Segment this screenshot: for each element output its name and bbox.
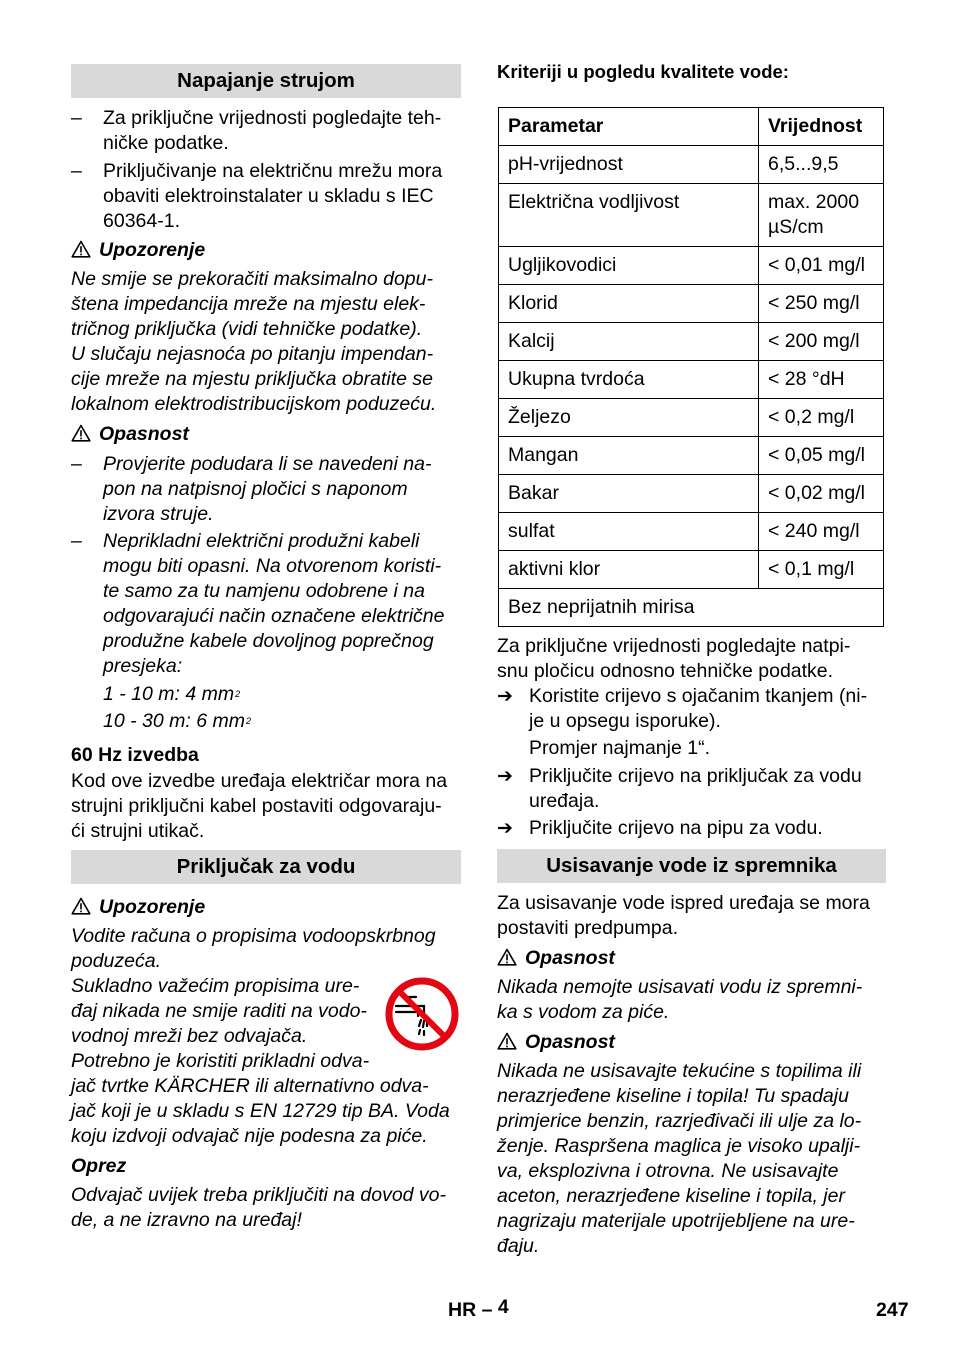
body-line: postaviti predpumpa. (497, 917, 679, 939)
warning-label: Upozorenje (99, 896, 206, 918)
danger-item-line: presjeka: (103, 655, 183, 677)
bullet-dash: – (71, 530, 82, 552)
param-cell: aktivni klor (499, 551, 759, 589)
danger-text-line: nagrizaju materijale upotrijebljene na ure- (497, 1210, 855, 1232)
warning-text-line: Vodite računa o propisima vodoopskrbnog (71, 925, 436, 947)
danger-text-line: ženje. Raspršena maglica je visoko upalji- (497, 1135, 861, 1157)
warning-text-line: Potrebno je koristiti prikladni odva- (71, 1050, 370, 1072)
body-line: Za priključne vrijednosti pogledajte natpi- (497, 635, 851, 657)
arrow-right-icon: ➔ (497, 686, 513, 707)
warning-text-line: tričnog priključka (vidi tehničke podatke). (71, 318, 423, 340)
body-line: ći strujni utikač. (71, 820, 205, 842)
warning-text-line: vodnoj mreži bez odvajača. (71, 1025, 308, 1047)
step-line: Promjer najmanje 1“. (529, 737, 710, 759)
danger-text-line: aceton, nerazrjeđene kiseline i topila, jer (497, 1185, 845, 1207)
cable-spec: 10 - 30 m: 6 $mm^2$ (103, 710, 251, 732)
warning-text-line: jač koji je u skladu s EN 12729 tip BA. Voda (71, 1100, 450, 1122)
list-item-line: 60364-1. (103, 210, 180, 232)
param-cell: Bakar (499, 475, 759, 513)
param-cell: Ugljikovodici (499, 247, 759, 285)
value-cell: 6,5...9,5 (759, 146, 884, 184)
value-cell: max. 2000 µS/cm (759, 184, 884, 247)
param-cell: Željezo (499, 399, 759, 437)
warning-triangle-icon (71, 897, 91, 915)
warning-text-line: cije mreže na mjestu priključka obratite se (71, 368, 433, 390)
table-footer-cell: Bez neprijatnih mirisa (499, 589, 884, 627)
danger-label: Opasnost (525, 947, 615, 969)
param-cell: Mangan (499, 437, 759, 475)
value-cell: < 0,2 mg/l (759, 399, 884, 437)
danger-heading (497, 946, 615, 971)
list-item-line: obaviti elektroinstalater u skladu s IEC (103, 185, 434, 207)
warning-text-line: štena impedancija mreže na mjestu elek- (71, 293, 426, 315)
danger-label: Opasnost (99, 423, 189, 445)
section-title: Napajanje strujom (177, 69, 355, 92)
warning-triangle-icon (497, 948, 517, 966)
param-cell: Ukupna tvrdoća (499, 361, 759, 399)
body-line: strujni priključni kabel postaviti odgovaraju- (71, 795, 442, 817)
warning-heading (71, 895, 205, 920)
table-row (499, 146, 884, 184)
subheading-60hz: 60 Hz izvedba (71, 744, 199, 766)
step-line: Koristite crijevo s ojačanim tkanjem (ni- (529, 685, 868, 707)
param-cell: Električna vodljivost (499, 184, 759, 247)
table-row (499, 184, 884, 247)
section-title: Priključak za vodu (176, 855, 356, 878)
step-line: Priključite crijevo na priključak za vodu (529, 765, 862, 787)
danger-text-line: nerazrjeđene kiseline i topila! Tu spadaju (497, 1085, 849, 1107)
caution-label: Oprez (71, 1155, 127, 1177)
warning-triangle-icon (71, 424, 91, 442)
section-title: Usisavanje vode iz spremnika (546, 854, 837, 877)
value-cell: < 0,02 mg/l (759, 475, 884, 513)
warning-label: Upozorenje (99, 239, 206, 261)
param-cell: pH-vrijednost (499, 146, 759, 184)
danger-text-line: primjerice benzin, razrjeđivači ili ulje za lo- (497, 1110, 862, 1132)
criteria-title: Kriteriji u pogledu kvalitete vode: (497, 61, 789, 82)
table-row (499, 247, 884, 285)
danger-item-line: Provjerite podudara li se navedeni na- (103, 453, 432, 475)
table-header-row (499, 108, 884, 146)
danger-label: Opasnost (525, 1031, 615, 1053)
bullet-dash: – (71, 453, 82, 475)
warning-text-line: lokalnom elektrodistribucijskom poduzeću. (71, 393, 437, 415)
arrow-right-icon: ➔ (497, 766, 513, 787)
footer-lang-page: HR – 4 (448, 1296, 509, 1321)
water-quality-table (498, 107, 884, 627)
caution-text-line: de, a ne izravno na uređaj! (71, 1209, 302, 1231)
arrow-right-icon: ➔ (497, 818, 513, 839)
section-header-tank-suction (497, 849, 886, 883)
warning-text-line: đaj nikada ne smije raditi na vodo- (71, 1000, 367, 1022)
no-direct-mains-connection-icon (384, 976, 460, 1052)
bullet-dash: – (71, 160, 82, 182)
list-item-line: ničke podatke. (103, 132, 229, 154)
table-row (499, 437, 884, 475)
danger-item-line: produžne kabele dovoljnog poprečnog (103, 630, 434, 652)
body-line: Kod ove izvedbe uređaja električar mora na (71, 770, 448, 792)
danger-item-line: izvora struje. (103, 503, 214, 525)
step-line: je u opsegu isporuke). (529, 710, 721, 732)
step-line: Priključite crijevo na pipu za vodu. (529, 817, 823, 839)
danger-item-line: odgovarajući način označene električne (103, 605, 445, 627)
warning-triangle-icon (497, 1032, 517, 1050)
warning-heading (71, 238, 205, 263)
warning-text-line: jač tvrtke KÄRCHER ili alternativno odva- (71, 1075, 429, 1097)
page-number: 247 (876, 1299, 909, 1321)
table-header-cell: Vrijednost (759, 108, 884, 146)
warning-text-line: U slučaju nejasnoća po pitanju impendan- (71, 343, 434, 365)
value-cell: < 250 mg/l (759, 285, 884, 323)
value-cell: < 0,1 mg/l (759, 551, 884, 589)
table-header-cell: Parametar (499, 108, 759, 146)
table-row (499, 323, 884, 361)
list-item-line: Priključivanje na električnu mrežu mora (103, 160, 443, 182)
table-row (499, 361, 884, 399)
danger-item-line: pon na natpisnoj pločici s naponom (103, 478, 408, 500)
list-item-line: Za priključne vrijednosti pogledajte teh- (103, 107, 442, 129)
table-row (499, 399, 884, 437)
value-cell: < 240 mg/l (759, 513, 884, 551)
danger-text-line: Nikada nemojte usisavati vodu iz spremni- (497, 976, 863, 998)
step-line: uređaja. (529, 790, 600, 812)
bullet-dash: – (71, 107, 82, 129)
table-row (499, 475, 884, 513)
value-cell: < 28 °dH (759, 361, 884, 399)
body-line: Za usisavanje vode ispred uređaja se mora (497, 892, 870, 914)
section-header-power (71, 64, 461, 98)
danger-item-line: mogu biti opasni. Na otvorenom koristi- (103, 555, 442, 577)
warning-text-line: poduzeća. (71, 950, 161, 972)
table-row (499, 285, 884, 323)
value-cell: < 200 mg/l (759, 323, 884, 361)
param-cell: sulfat (499, 513, 759, 551)
warning-triangle-icon (71, 240, 91, 258)
value-cell: < 0,01 mg/l (759, 247, 884, 285)
caution-text-line: Odvajač uvijek treba priključiti na dovod vo- (71, 1184, 447, 1206)
table-row (499, 513, 884, 551)
value-cell: < 0,05 mg/l (759, 437, 884, 475)
warning-text-line: Ne smije se prekoračiti maksimalno dopu- (71, 268, 433, 290)
danger-heading (71, 422, 189, 447)
warning-text-line: Sukladno važećim propisima ure- (71, 975, 360, 997)
param-cell: Klorid (499, 285, 759, 323)
danger-item-line: te samo za tu namjenu odobrene i na (103, 580, 425, 602)
warning-text-line: koju izdvoji odvajač nije podesna za piće. (71, 1125, 428, 1147)
body-line: snu pločicu odnosno tehničke podatke. (497, 660, 834, 682)
table-row (499, 551, 884, 589)
danger-text-line: đaju. (497, 1235, 540, 1257)
danger-text-line: ka s vodom za piće. (497, 1001, 670, 1023)
cable-spec: 1 - 10 m: 4 $mm^2$ (103, 683, 241, 705)
section-header-water-connection (71, 850, 461, 884)
danger-item-line: Neprikladni električni produžni kabeli (103, 530, 420, 552)
danger-text-line: Nikada ne usisavajte tekućine s topilima ili (497, 1060, 862, 1082)
table-footer-row (499, 589, 884, 627)
param-cell: Kalcij (499, 323, 759, 361)
danger-heading (497, 1030, 615, 1055)
danger-text-line: va, eksplozivna i otrovna. Ne usisavajte (497, 1160, 839, 1182)
